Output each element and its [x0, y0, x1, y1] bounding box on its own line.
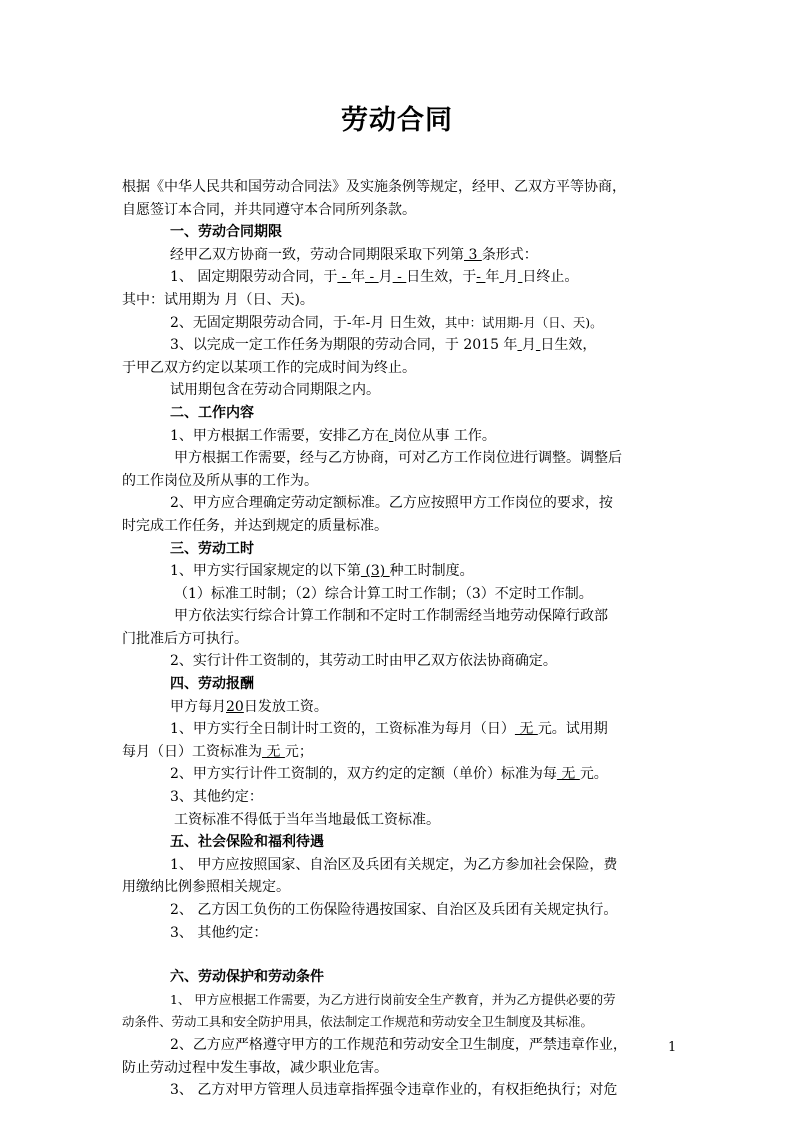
paragraph-line: 3、其他约定：: [170, 789, 263, 806]
paragraph-line: 2、乙方应严格遵守甲方的工作规范和劳动安全卫生制度，严禁违章作业，: [170, 1036, 627, 1053]
fill-blank: 无: [514, 721, 538, 738]
text: 1、甲方根据工作需要，安排乙方在: [170, 427, 389, 444]
intro-line-1: 根据《中华人民共和国劳动合同法》及实施条例等规定，经甲、乙双方平等协商，: [122, 179, 626, 195]
fill-blank: -: [365, 269, 379, 286]
paragraph-line: 2、实行计件工资制的，其劳动工时由甲乙双方依法协商确定。: [170, 653, 557, 670]
paragraph-line: 1、 甲方应根据工作需要，为乙方进行岗前安全生产教育，并为乙方提供必要的劳: [170, 991, 616, 1007]
paragraph-line: 工资标准不得低于当年当地最低工资标准。: [174, 811, 440, 828]
paragraph-line: 门批准后方可执行。: [122, 630, 248, 647]
fill-blank: -: [337, 269, 351, 286]
paragraph-line: 时完成工作任务，并达到规定的质量标准。: [122, 517, 388, 534]
paragraph-line: 甲方依法实行综合计算工作制和不定时工作制需经当地劳动保障行政部: [174, 608, 608, 625]
paragraph-line: 2、 乙方因工负伤的工伤保险待遇按国家、自治区及兵团有关规定执行。: [170, 902, 618, 918]
text: 2、无固定期限劳动合同，于-年-月 日生效，: [170, 314, 445, 331]
text: 元。: [579, 766, 608, 783]
paragraph-line: 用缴纳比例参照相关规定。: [122, 879, 290, 896]
section-heading-protection: 六、劳动保护和劳动条件: [170, 969, 324, 986]
text: 甲方每月: [170, 698, 226, 715]
text: 1、 固定期限劳动合同，于: [170, 269, 338, 286]
text: 每月（日）工资标准为: [122, 743, 262, 760]
text: 2、甲方实行计件工资制的，双方约定的定额（单价）标准为每: [170, 766, 557, 783]
paragraph-line: 2、甲方应合理确定劳动定额标准。乙方应按照甲方工作岗位的要求，按: [170, 495, 613, 512]
page-number: 1: [668, 1040, 677, 1055]
text: 年: [351, 269, 365, 286]
text: 日发放工资。: [243, 698, 328, 715]
spacer: [122, 944, 677, 966]
paragraph-line: [122, 763, 677, 786]
text: 1、甲方实行全日制计时工资的，工资标准为每月（日）: [170, 721, 515, 738]
paragraph-line: [122, 696, 677, 719]
paragraph-line: [122, 560, 677, 583]
text: 日生效，: [540, 337, 597, 354]
fill-blank: (3): [360, 563, 390, 580]
text: 岗位从事 工作。: [393, 427, 496, 444]
section-heading-term: 一、劳动合同期限: [170, 224, 282, 241]
paragraph-line: [122, 718, 677, 741]
paragraph-line: 1、 甲方应按照国家、自治区及兵团有关规定，为乙方参加社会保险，费: [170, 856, 618, 873]
intro-line-2: 自愿签订本合同，并共同遵守本合同所列条款。: [122, 201, 416, 218]
text: 其中：试用期-月（日、天)。: [444, 314, 603, 330]
fill-blank: -: [392, 269, 407, 286]
section-heading-work: 二、工作内容: [170, 404, 254, 421]
text: 日生效，于: [406, 269, 477, 286]
paragraph-line: [122, 741, 677, 764]
text: 月: [378, 269, 393, 286]
text: 条形式：: [481, 246, 538, 263]
text: 1、甲方实行国家规定的以下第: [170, 563, 361, 580]
fill-blank: -: [476, 269, 486, 286]
paragraph-line: [122, 425, 677, 448]
section-heading-hours: 三、劳动工时: [170, 540, 254, 557]
paragraph-line: 动条件、劳动工具和安全防护用具，依法制定工作规范和劳动安全卫生制度及其标准。: [122, 1014, 593, 1030]
text: 日终止。: [522, 269, 579, 286]
paragraph-line: 的工作岗位及所从事的工作为。: [122, 472, 318, 489]
fill-blank: 无: [556, 766, 580, 783]
paragraph-line: 3、 乙方对甲方管理人员违章指挥强令违章作业的，有权拒绝执行；对危: [170, 1082, 618, 1099]
paragraph-line: [122, 244, 677, 267]
section-heading-pay: 四、劳动报酬: [170, 676, 254, 693]
paragraph-line: 3、 其他约定：: [170, 924, 268, 941]
fill-blank: 无: [262, 743, 285, 760]
text: 经甲乙双方协商一致，劳动合同期限采取下列第: [170, 246, 464, 263]
paragraph-line: 其中：试用期为 月（日、天)。: [122, 291, 314, 308]
text: 月: [503, 269, 518, 286]
paragraph-line: 甲方根据工作需要，经与乙方协商，可对乙方工作岗位进行调整。调整后: [174, 450, 622, 467]
section-heading-insurance: 五、社会保险和福利待遇: [170, 834, 324, 851]
text: 月: [521, 337, 536, 354]
paragraph-line: [122, 334, 677, 357]
text: 3、以完成一定工作任务为期限的劳动合同，于 2015 年: [170, 337, 518, 354]
paragraph-line: （1）标准工时制；（2）综合计算工时工作制；（3）不定时工作制。: [174, 585, 593, 602]
text: 元；: [284, 743, 313, 760]
paragraph-line: 于甲乙双方约定以某项工作的完成时间为终止。: [122, 359, 416, 376]
paragraph-line: 防止劳动过程中发生事故，减少职业危害。: [122, 1059, 388, 1076]
text: 年: [485, 269, 500, 286]
document-title: 劳动合同: [341, 105, 453, 136]
paragraph-line: [122, 266, 677, 289]
paragraph-line: 试用期包含在劳动合同期限之内。: [170, 382, 380, 399]
fill-blank: 20: [226, 698, 244, 715]
contract-body: [122, 176, 677, 1102]
fill-blank: 3: [464, 246, 482, 263]
text: 种工时制度。: [389, 563, 474, 580]
text: 元。试用期: [537, 721, 608, 738]
paragraph-line: [122, 312, 677, 335]
